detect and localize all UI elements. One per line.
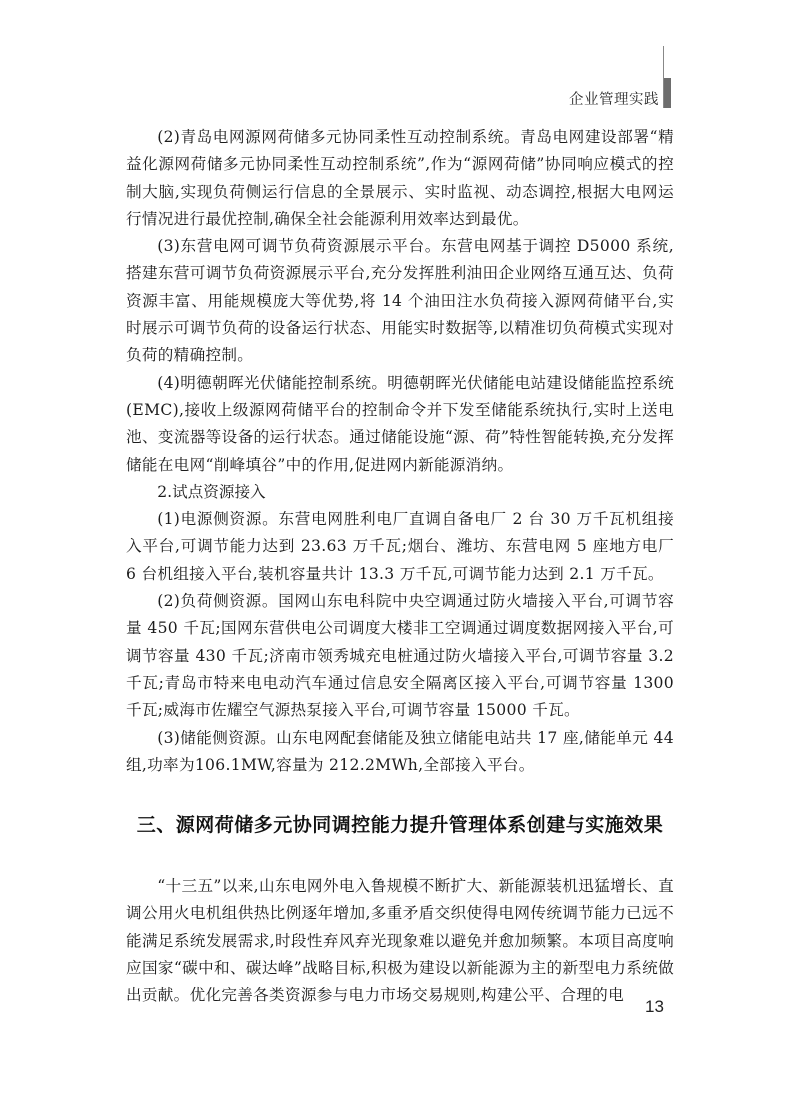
page-body [126,124,674,1010]
subheading-pilot-resources: 2.试点资源接入 [157,482,266,501]
running-header: 企业管理实践 [569,92,659,108]
header-bar [664,78,671,108]
section-title: 三、源网荷储多元协同调控能力提升管理体系创建与实施效果 [136,814,664,837]
paragraph-mingde: (4)明德朝晖光伏储能控制系统。明德朝晖光伏储能电站建设储能监控系统(EMC),接收上级源网荷储平台的控制命令并下发至储能系统执行,实时上送电池、变流器等设备的运行状态。通过储能设施“源、荷”特性智能转换,充分发挥储能在电网“削峰填谷”中的作用,促进网内新能源消纳。 [126,373,674,474]
paragraph-thirteenth-five-year: “十三五”以来,山东电网外电入鲁规模不断扩大、新能源装机迅猛增长、直调公用火电机组供热比例逐年增加,多重矛盾交织使得电网传统调节能力已远不能满足系统发展需求,时段性弃风弃光现象难以避免并愈加频繁。本项目高度响应国家“碳中和、碳达峰”战略目标,积极为建设以新能源为主的新型电力系统做出贡献。优化完善各类资源参与电力市场交易规则,构建公平、合理的电 [126,877,674,1005]
paragraph-storage-side: (3)储能侧资源。山东电网配套储能及独立储能电站共 17 座,储能单元 44 组,功率为106.1MW,容量为 212.2MWh,全部接入平台。 [126,728,674,774]
paragraph-qingdao: (2)青岛电网源网荷储多元协同柔性互动控制系统。青岛电网建设部署“精益化源网荷储多元协同柔性互动控制系统”,作为“源网荷储”协同响应模式的控制大脑,实现负荷侧运行信息的全景展示、实时监视、动态调控,根据大电网运行情况进行最优控制,确保全社会能源利用效率达到最优。 [126,128,674,228]
page-number: 13 [645,997,664,1016]
paragraph-dongying: (3)东营电网可调节负荷资源展示平台。东营电网基于调控 D5000 系统,搭建东营可调节负荷资源展示平台,充分发挥胜利油田企业网络互通互达、负荷资源丰富、用能规模庞大等优势,将 14 个油田注水负荷接入源网荷储平台,实时展示可调节负荷的设备运行状态、用能实时数据等,以精准切负荷模式实现对负荷的精确控制。 [126,237,674,365]
paragraph-power-side: (1)电源侧资源。东营电网胜利电厂直调自备电厂 2 台 30 万千瓦机组接入平台,可调节能力达到 23.63 万千瓦;烟台、潍坊、东营电网 5 座地方电厂 6 台机组接入平台,装机容量共计 13.3 万千瓦,可调节能力达到 2.1 万千瓦。 [126,510,674,583]
paragraph-load-side: (2)负荷侧资源。国网山东电科院中央空调通过防火墙接入平台,可调节容量 450 千瓦;国网东营供电公司调度大楼非工空调通过调度数据网接入平台,可调节容量 430 千瓦;济南市领秀城充电桩通过防火墙接入平台,可调节容量 3.2 千瓦;青岛市特来电电动汽车通过信息安全隔离区接入平台,可调节容量 1300 千瓦;威海市佐耀空气源热泵接入平台,可调节容量 15000 千瓦。 [126,592,674,720]
